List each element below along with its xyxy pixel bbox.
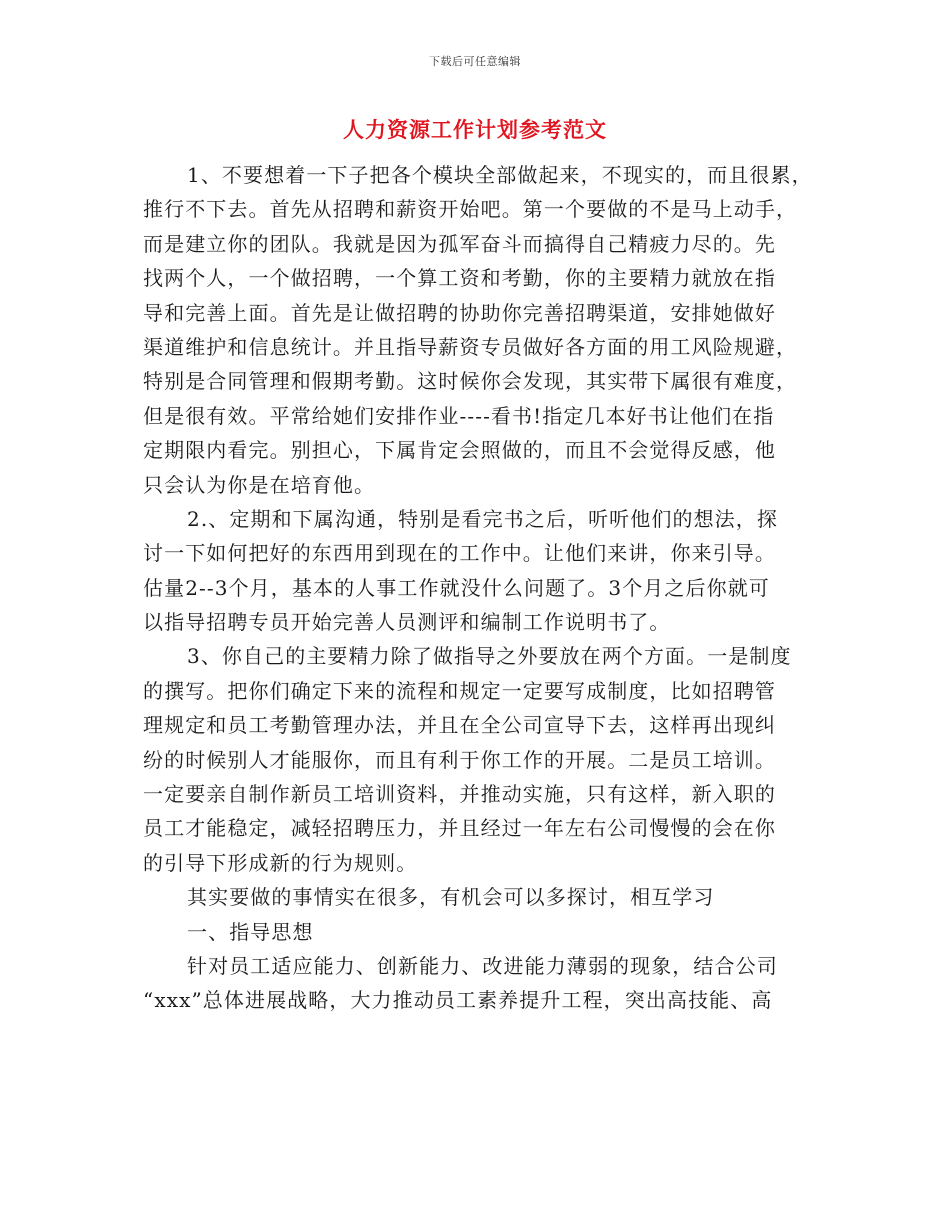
text-line: 估量2--3个月，基本的人事工作就没什么问题了。3个月之后你就可 bbox=[143, 575, 770, 600]
document-body bbox=[143, 158, 833, 1018]
text-line: 3、你自己的主要精力除了做指导之外要放在两个方面。一是制度 bbox=[187, 644, 792, 669]
text-line: 而是建立你的团队。我就是因为孤军奋斗而搞得自己精疲力尽的。先 bbox=[143, 231, 776, 256]
text-line: 其实要做的事情实在很多，有机会可以多探讨，相互学习 bbox=[187, 885, 715, 910]
text-line: 渠道维护和信息统计。并且指导薪资专员做好各方面的用工风险规避， bbox=[143, 334, 798, 359]
text-line: “xxx”总体进展战略，大力推动员工素养提升工程，突出高技能、高 bbox=[143, 988, 773, 1013]
document-title: 人力资源工作计划参考范文 bbox=[343, 117, 607, 142]
text-line: 一定要亲自制作新员工培训资料，并推动实施，只有这样，新入职的 bbox=[143, 782, 776, 807]
text-line: 理规定和员工考勤管理办法，并且在全公司宣导下去，这样再出现纠 bbox=[143, 713, 776, 738]
text-line: 以指导招聘专员开始完善人员测评和编制工作说明书了。 bbox=[143, 610, 671, 635]
text-line: 只会认为你是在培育他。 bbox=[143, 472, 376, 497]
text-line: 但是很有效。平常给她们安排作业----看书!指定几本好书让他们在指 bbox=[143, 403, 775, 428]
text-line: 定期限内看完。别担心，下属肯定会照做的，而且不会觉得反感，他 bbox=[143, 438, 776, 463]
text-line: 讨一下如何把好的东西用到现在的工作中。让他们来讲，你来引导。 bbox=[143, 541, 776, 566]
text-line: 2.、定期和下属沟通，特别是看完书之后，听听他们的想法，探 bbox=[187, 506, 778, 531]
text-line: 导和完善上面。首先是让做招聘的协助你完善招聘渠道，安排她做好 bbox=[143, 300, 776, 325]
text-line: 针对员工适应能力、创新能力、改进能力薄弱的现象，结合公司 bbox=[187, 953, 778, 978]
text-line: 纷的时候别人才能服你，而且有利于你工作的开展。二是员工培训。 bbox=[143, 747, 776, 772]
text-line: 推行不下去。首先从招聘和薪资开始吧。第一个要做的不是马上动手， bbox=[143, 197, 798, 222]
text-line: 的引导下形成新的行为规则。 bbox=[143, 850, 418, 875]
page-header-note: 下载后可任意编辑 bbox=[429, 55, 521, 68]
text-line: 特别是合同管理和假期考勤。这时候你会发现，其实带下属很有难度， bbox=[143, 369, 798, 394]
text-line: 找两个人，一个做招聘，一个算工资和考勤，你的主要精力就放在指 bbox=[143, 266, 776, 291]
text-line: 员工才能稳定，减轻招聘压力，并且经过一年左右公司慢慢的会在你 bbox=[143, 816, 776, 841]
text-line: 1、不要想着一下子把各个模块全部做起来，不现实的，而且很累， bbox=[187, 163, 813, 187]
text-line: 的撰写。把你们确定下来的流程和规定一定要写成制度，比如招聘管 bbox=[143, 678, 776, 703]
text-line: 一、指导思想 bbox=[187, 919, 314, 944]
